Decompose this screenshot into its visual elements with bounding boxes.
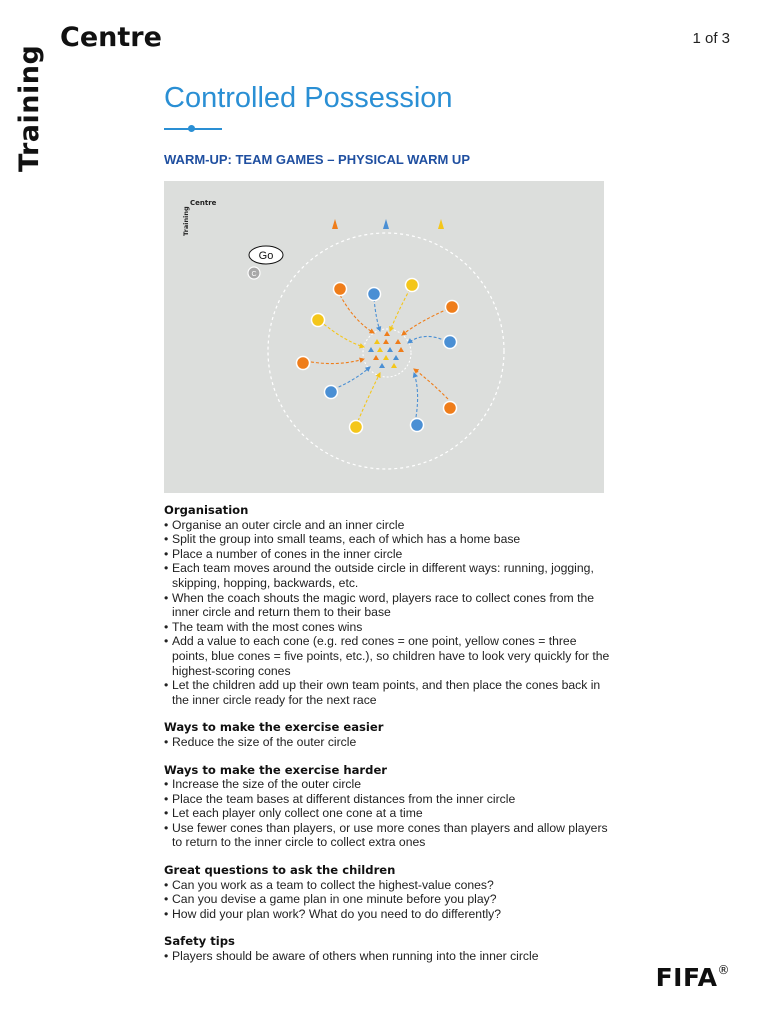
player-blue — [368, 288, 381, 301]
logo-training-text: Training — [14, 44, 45, 172]
list-item: • Place a number of cones in the inner circle — [164, 547, 614, 562]
player-blue — [444, 336, 457, 349]
player-yellow — [350, 421, 363, 434]
section-organisation — [164, 503, 614, 707]
list-item: • Let the children add up their own team points, and then place the cones back in the inner circle ready for the next race — [164, 678, 614, 707]
bullet-list — [164, 878, 614, 922]
page-title: Controlled Possession — [164, 82, 453, 114]
bullet-list — [164, 777, 614, 850]
page-indicator: 1 of 3 — [692, 30, 730, 47]
list-item: • Each team moves around the outside circle in different ways: running, jogging, skipping, hopping, backwards, etc. — [164, 561, 614, 590]
list-item: • Can you devise a game plan in one minute before you play? — [164, 892, 614, 907]
mini-logo-centre: Centre — [190, 199, 217, 207]
list-item: • Players should be aware of others when running into the inner circle — [164, 949, 614, 964]
list-item: • The team with the most cones wins — [164, 620, 614, 635]
fifa-logo — [656, 963, 730, 992]
list-item: • When the coach shouts the magic word, players race to collect cones from the inner circle and return them to their base — [164, 591, 614, 620]
list-item: • Add a value to each cone (e.g. red cones = one point, yellow cones = three points, blue cones = five points, etc.), so children have to look very quickly for the highest-scoring cones — [164, 634, 614, 678]
section-harder — [164, 763, 614, 851]
content-sections — [164, 503, 614, 977]
section-title: Safety tips — [164, 934, 235, 949]
bullet-list — [164, 735, 614, 750]
list-item: • Organise an outer circle and an inner circle — [164, 518, 614, 533]
list-item: • Split the group into small teams, each of which has a home base — [164, 532, 614, 547]
exercise-subtitle: WARM-UP: TEAM GAMES – PHYSICAL WARM UP — [164, 152, 470, 167]
section-questions — [164, 863, 614, 921]
player-blue — [411, 419, 424, 432]
section-title: Organisation — [164, 503, 249, 517]
bullet-list — [164, 518, 614, 708]
player-blue — [325, 386, 338, 399]
go-label: Go — [258, 250, 274, 262]
player-yellow — [312, 314, 325, 327]
section-easier — [164, 720, 614, 749]
list-item: • Increase the size of the outer circle — [164, 777, 614, 792]
list-item: • Can you work as a team to collect the highest-value cones? — [164, 878, 614, 893]
player-orange — [334, 283, 347, 296]
list-item: • Use fewer cones than players, or use more cones than players and allow players to return to the inner circle to collect extra ones — [164, 821, 614, 850]
list-item: • Place the team bases at different distances from the inner circle — [164, 792, 614, 807]
section-title: Ways to make the exercise harder — [164, 762, 388, 777]
section-safety — [164, 934, 614, 963]
list-item: • Reduce the size of the outer circle — [164, 735, 614, 750]
list-item: • Let each player only collect one cone at a time — [164, 806, 614, 821]
coach-label: C — [251, 271, 257, 278]
fifa-brand-text: FIFA — [655, 963, 718, 992]
mini-logo-training: Training — [182, 206, 190, 236]
exercise-diagram — [164, 181, 604, 493]
player-orange — [446, 301, 459, 314]
section-title: Ways to make the exercise easier — [164, 720, 384, 735]
bullet-list — [164, 949, 614, 964]
player-orange — [444, 402, 457, 415]
section-title: Great questions to ask the children — [164, 863, 396, 878]
registered-mark: ® — [717, 962, 730, 977]
title-divider-dot — [188, 125, 195, 132]
player-yellow — [406, 279, 419, 292]
player-orange — [297, 357, 310, 370]
list-item: • How did your plan work? What do you need to do differently? — [164, 907, 614, 922]
logo-centre-text: Centre — [60, 22, 162, 53]
